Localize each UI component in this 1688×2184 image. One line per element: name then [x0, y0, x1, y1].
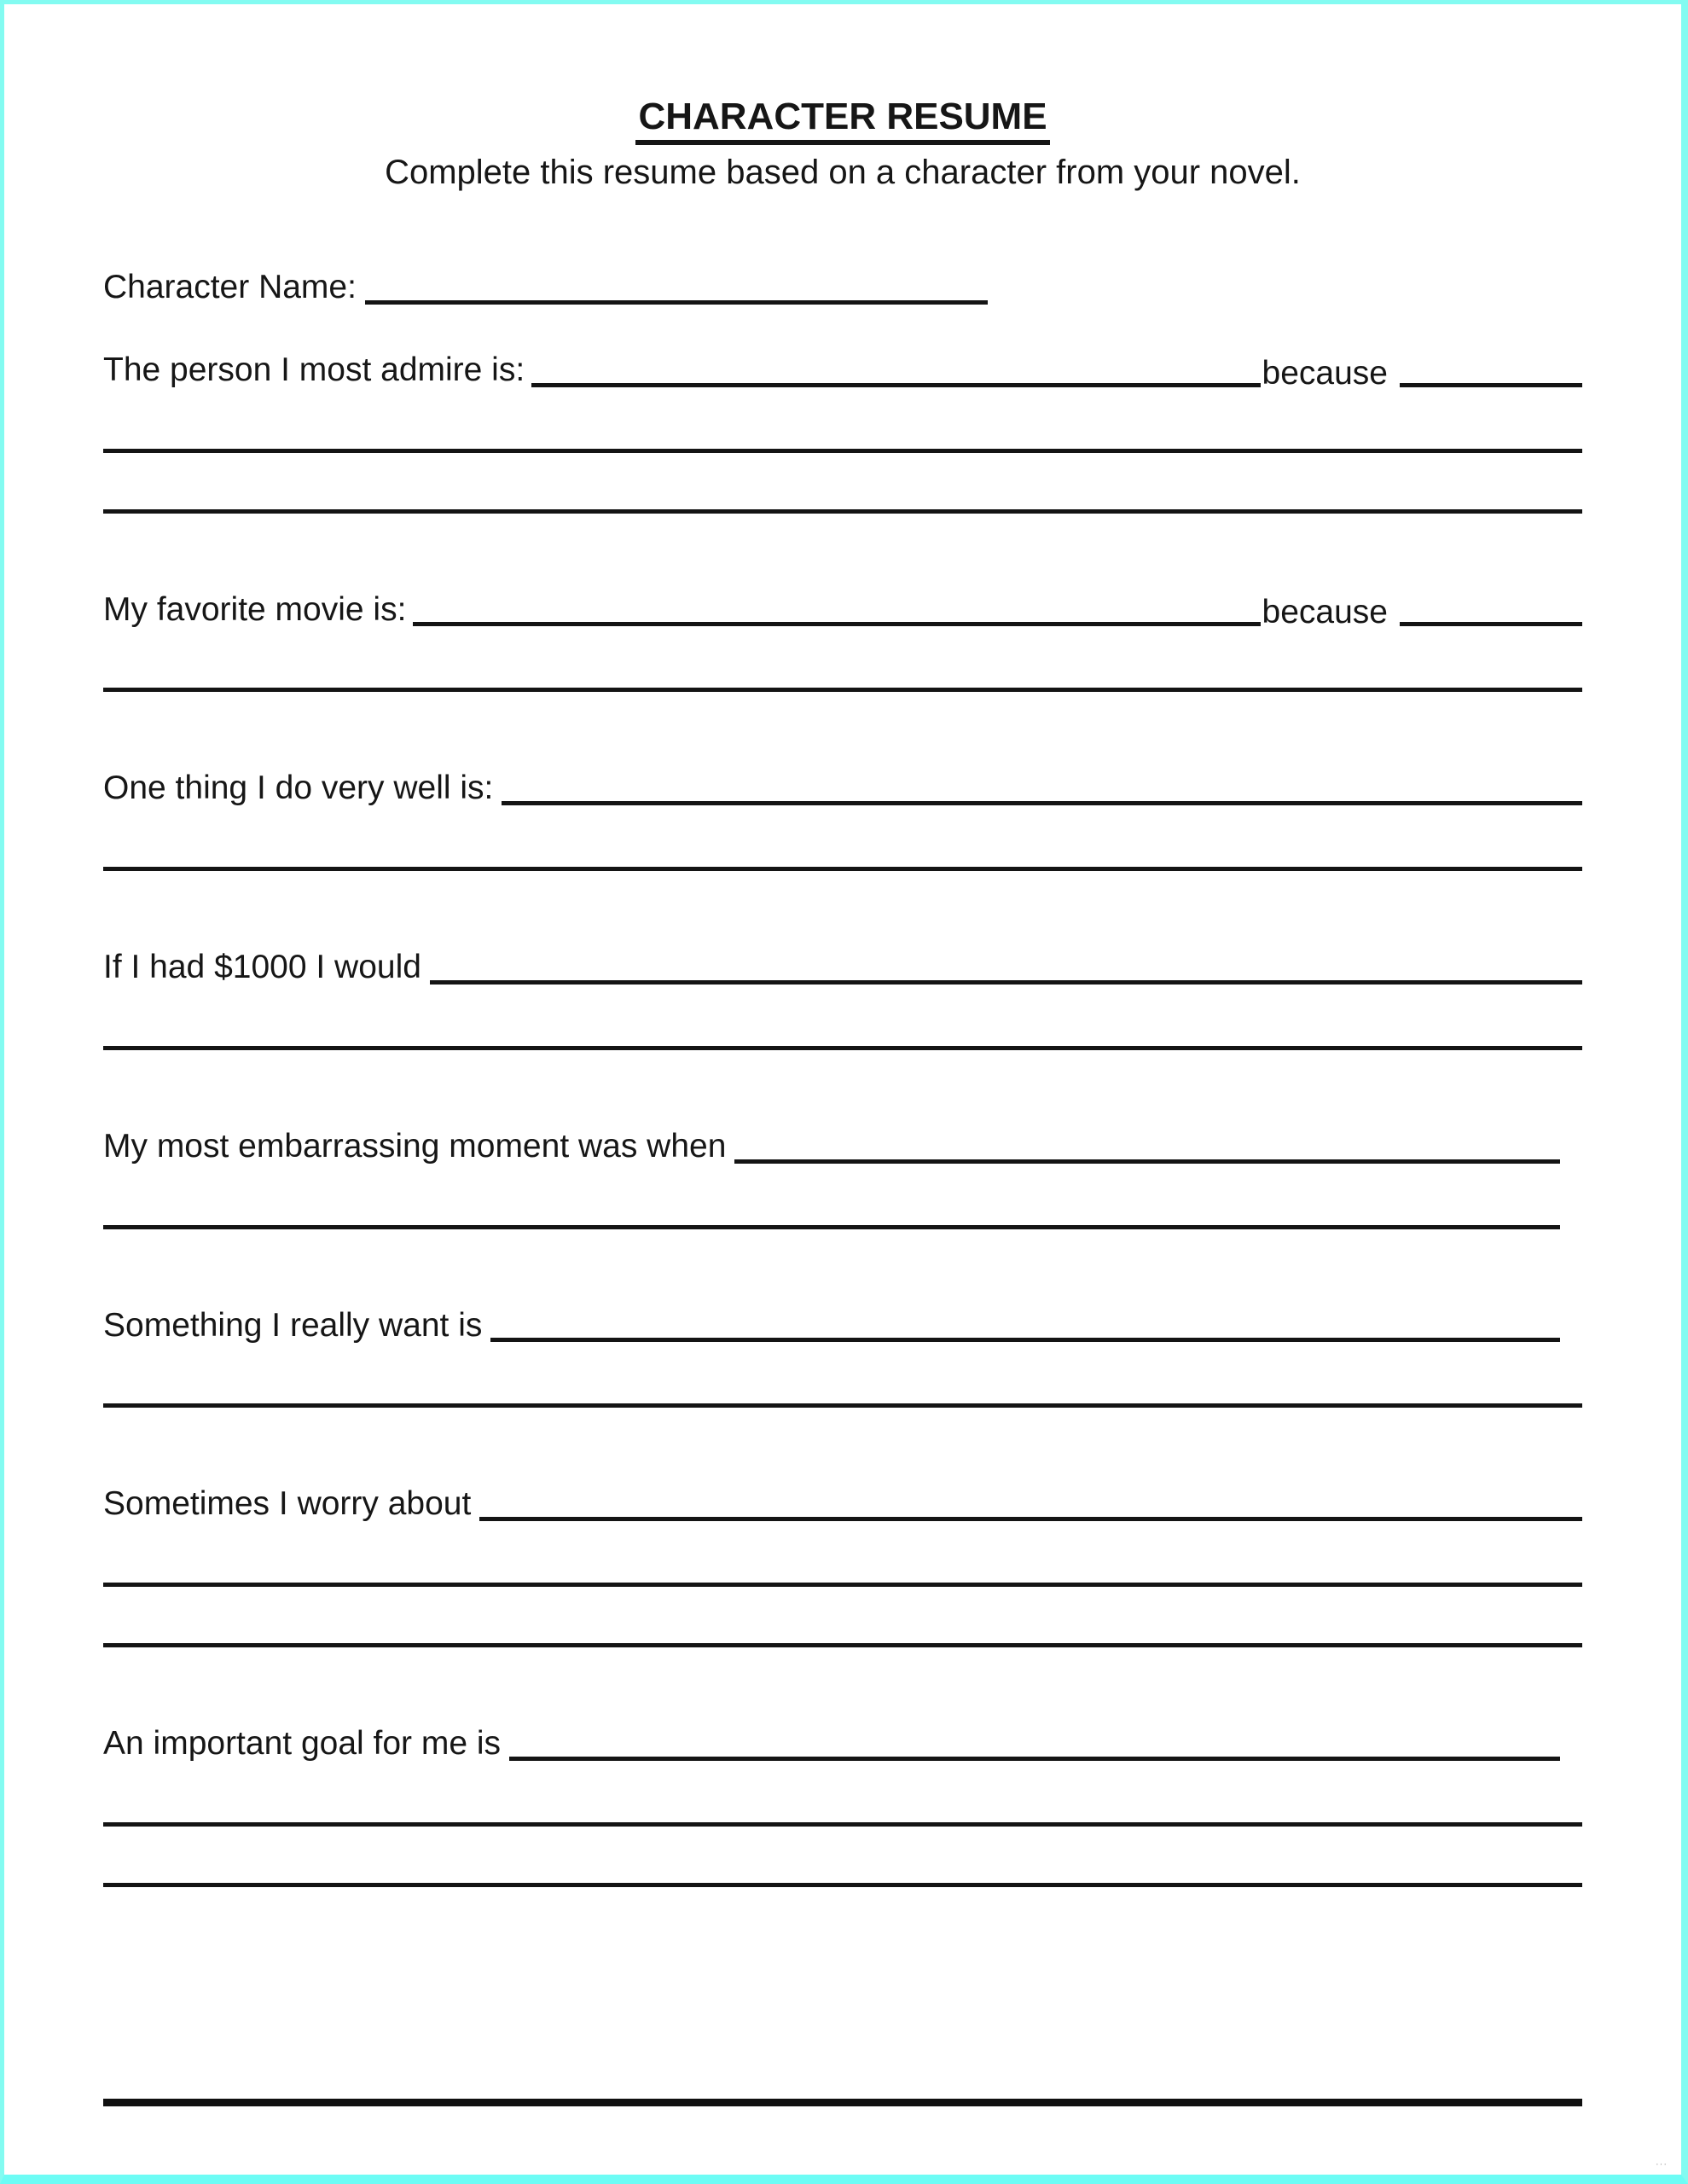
answer-blank-line — [509, 1757, 1560, 1761]
prompt-row — [103, 1483, 1582, 1526]
section-do-well — [103, 767, 1582, 871]
answer-blank-line — [490, 1338, 1560, 1342]
write-line — [103, 1403, 1582, 1408]
answer-blank-line — [502, 801, 1582, 805]
prompt-label: Sometimes I worry about — [103, 1485, 472, 1523]
write-line — [103, 1225, 1560, 1229]
section-really-want — [103, 1304, 1582, 1409]
write-line — [103, 867, 1582, 871]
answer-blank-line — [734, 1159, 1560, 1164]
prompt-row — [103, 767, 1582, 810]
character-name-label: Character Name: — [103, 269, 357, 306]
form-body — [4, 266, 1681, 2106]
prompt-row — [103, 1722, 1582, 1766]
page-subtitle: Complete this resume based on a character from your novel. — [385, 154, 1301, 192]
write-line — [103, 1046, 1582, 1050]
prompt-label: If I had $1000 I would — [103, 949, 421, 986]
because-label: because — [1262, 594, 1388, 631]
prompt-row — [103, 349, 1582, 392]
prompt-row — [103, 1125, 1582, 1169]
section-movie — [103, 589, 1582, 693]
section-worry-about — [103, 1483, 1582, 1647]
answer-blank-line — [430, 980, 1582, 985]
write-line — [103, 449, 1582, 453]
write-line — [103, 1643, 1582, 1647]
prompt-row — [103, 1304, 1582, 1348]
prompt-label: One thing I do very well is: — [103, 770, 494, 807]
write-line — [103, 688, 1582, 692]
prompt-label: An important goal for me is — [103, 1724, 502, 1762]
prompt-label: My favorite movie is: — [103, 590, 407, 628]
because-label: because — [1262, 354, 1388, 392]
answer-blank-line — [531, 383, 1260, 387]
write-line — [103, 1822, 1582, 1827]
page-title: CHARACTER RESUME — [635, 96, 1049, 145]
character-name-blank-line — [365, 300, 988, 305]
section-embarrassing-moment — [103, 1125, 1582, 1229]
prompt-row — [103, 589, 1582, 632]
section-thousand-dollars — [103, 946, 1582, 1050]
prompt-label: The person I most admire is: — [103, 351, 525, 389]
write-line — [103, 1583, 1582, 1587]
section-important-goal — [103, 1722, 1582, 1887]
footer-divider-rule — [103, 2099, 1582, 2106]
write-line — [103, 509, 1582, 514]
because-blank-line — [1400, 383, 1582, 387]
prompt-label: My most embarrassing moment was when — [103, 1127, 727, 1165]
because-blank-line — [1400, 622, 1582, 626]
character-name-row — [103, 266, 1582, 310]
answer-blank-line — [413, 622, 1260, 626]
answer-blank-line — [479, 1517, 1582, 1521]
write-line — [103, 1883, 1582, 1887]
prompt-label: Something I really want is — [103, 1306, 483, 1344]
corner-mark: ··· — [1656, 2159, 1668, 2169]
title-block — [4, 4, 1681, 193]
prompt-row — [103, 946, 1582, 990]
section-admire — [103, 349, 1582, 514]
